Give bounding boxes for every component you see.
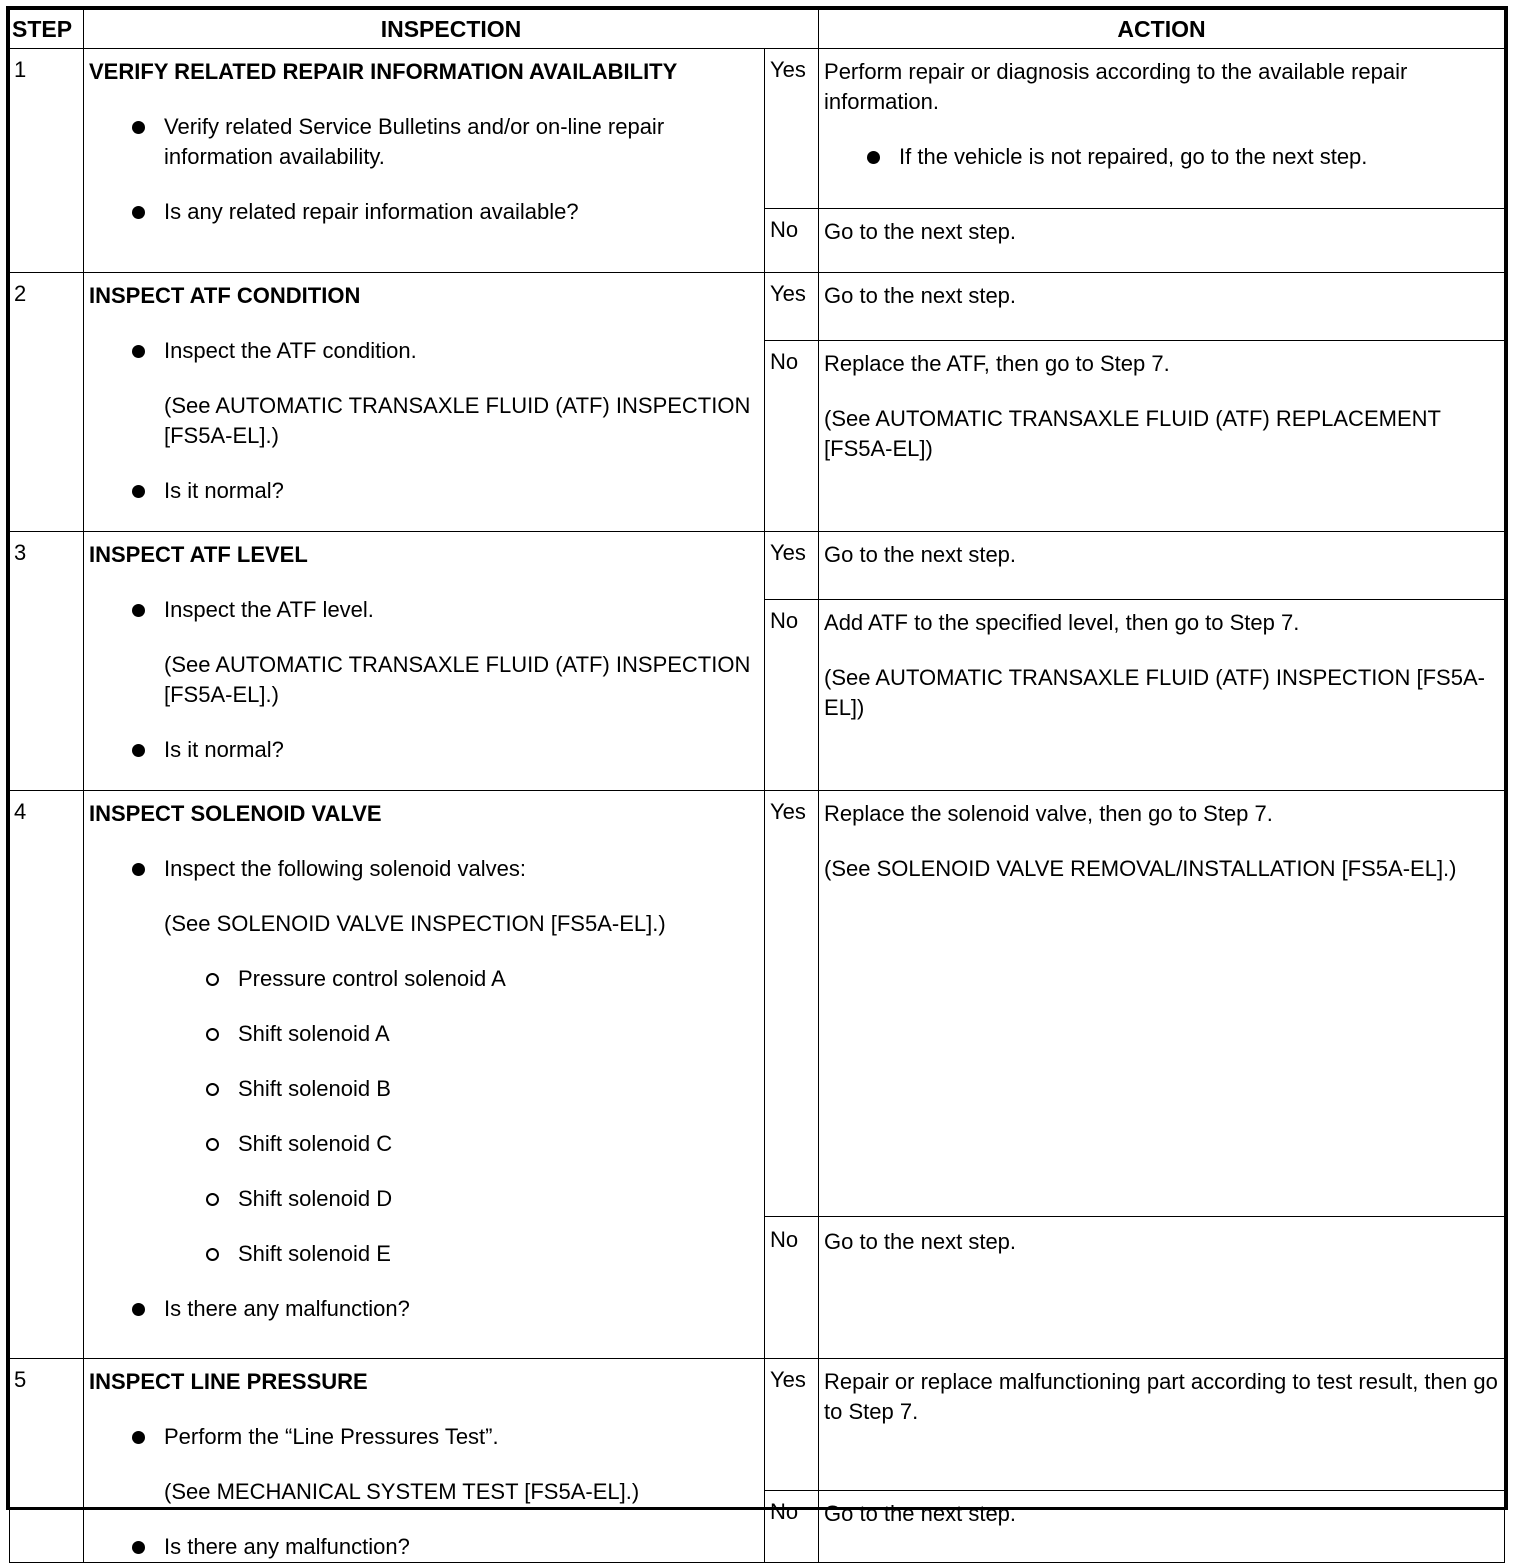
question-text: Is it normal? bbox=[164, 478, 284, 503]
inspection-cell bbox=[84, 532, 765, 791]
sub-bullet-item bbox=[89, 1019, 758, 1049]
header-step: STEP bbox=[10, 10, 84, 49]
action-text: Replace the ATF, then go to Step 7. bbox=[824, 351, 1170, 377]
question-text: Is it normal? bbox=[164, 737, 284, 762]
bullet-text: If the vehicle is not repaired, go to the next step. bbox=[899, 144, 1368, 169]
inspection-cell bbox=[84, 49, 765, 273]
bullet-icon bbox=[132, 121, 145, 134]
step-title: VERIFY RELATED REPAIR INFORMATION AVAILABILITY bbox=[89, 59, 678, 84]
sub-bullet-item bbox=[89, 1239, 758, 1269]
bullet-icon bbox=[132, 206, 145, 219]
yes-label: Yes bbox=[765, 273, 819, 341]
table-row bbox=[10, 273, 1505, 341]
question-text: Is any related repair information available? bbox=[164, 199, 579, 224]
table-row bbox=[10, 791, 1505, 1217]
reference-text: (See SOLENOID VALVE INSPECTION [FS5A-EL].) bbox=[164, 911, 666, 936]
question-text: Is there any malfunction? bbox=[164, 1534, 410, 1559]
inspection-cell bbox=[84, 1359, 765, 1563]
no-label: No bbox=[765, 600, 819, 791]
header-action: ACTION bbox=[819, 10, 1505, 49]
bullet-text: Inspect the following solenoid valves: bbox=[164, 856, 526, 881]
action-text: Replace the solenoid valve, then go to Step 7. bbox=[824, 801, 1273, 826]
action-text: Go to the next step. bbox=[824, 219, 1017, 244]
sub-bullet-icon bbox=[206, 1193, 219, 1206]
bullet-icon bbox=[867, 151, 880, 164]
table-row bbox=[10, 532, 1505, 600]
bullet-icon bbox=[132, 345, 145, 358]
bullet-icon bbox=[132, 1303, 145, 1316]
bullet-text: Inspect the ATF condition. bbox=[164, 338, 417, 363]
yes-label: Yes bbox=[765, 49, 819, 209]
reference-text: (See SOLENOID VALVE REMOVAL/INSTALLATION [FS5A-EL].) bbox=[824, 856, 1457, 881]
no-action bbox=[819, 341, 1505, 532]
yes-label: Yes bbox=[765, 791, 819, 1217]
yes-action bbox=[819, 49, 1505, 209]
no-action bbox=[819, 1491, 1505, 1563]
step-title: INSPECT LINE PRESSURE bbox=[89, 1369, 368, 1394]
sub-bullet-text: Shift solenoid D bbox=[238, 1186, 393, 1211]
bullet-text: Inspect the ATF level. bbox=[164, 597, 374, 622]
yes-action bbox=[819, 273, 1505, 341]
question-text: Is there any malfunction? bbox=[164, 1296, 410, 1321]
sub-bullet-item bbox=[89, 1184, 758, 1214]
no-label: No bbox=[765, 1217, 819, 1359]
bullet-icon bbox=[132, 604, 145, 617]
no-label: No bbox=[765, 1491, 819, 1563]
sub-bullet-icon bbox=[206, 1028, 219, 1041]
no-action bbox=[819, 1217, 1505, 1359]
bullet-item bbox=[89, 197, 758, 227]
sub-bullet-icon bbox=[206, 1083, 219, 1096]
bullet-item bbox=[89, 735, 758, 765]
action-text: Add ATF to the specified level, then go to Step 7. bbox=[824, 610, 1300, 636]
reference-text: (See AUTOMATIC TRANSAXLE FLUID (ATF) INSPECTION [FS5A-EL].) bbox=[164, 393, 751, 448]
step-number: 1 bbox=[10, 49, 84, 273]
bullet-item bbox=[89, 1422, 758, 1452]
sub-bullet-text: Shift solenoid A bbox=[238, 1021, 390, 1046]
sub-bullet-icon bbox=[206, 1248, 219, 1261]
bullet-icon bbox=[132, 1541, 145, 1554]
sub-bullet-text: Pressure control solenoid A bbox=[238, 966, 506, 991]
reference-text: (See AUTOMATIC TRANSAXLE FLUID (ATF) REPLACEMENT [FS5A-EL]) bbox=[824, 406, 1441, 462]
step-number: 4 bbox=[10, 791, 84, 1359]
bullet-icon bbox=[132, 744, 145, 757]
bullet-item bbox=[89, 854, 758, 884]
sub-bullet-icon bbox=[206, 973, 219, 986]
action-text: Go to the next step. bbox=[824, 283, 1017, 308]
no-action bbox=[819, 209, 1505, 273]
bullet-item bbox=[89, 595, 758, 625]
sub-bullet-item bbox=[89, 1129, 758, 1159]
step-title: INSPECT SOLENOID VALVE bbox=[89, 801, 382, 826]
inspection-cell bbox=[84, 273, 765, 532]
header-inspection: INSPECTION bbox=[84, 10, 819, 49]
sub-bullet-text: Shift solenoid E bbox=[238, 1241, 391, 1266]
inspection-cell bbox=[84, 791, 765, 1359]
bullet-icon bbox=[132, 863, 145, 876]
yes-action bbox=[819, 791, 1505, 1217]
yes-action bbox=[819, 1359, 1505, 1491]
step-number: 2 bbox=[10, 273, 84, 532]
reference-text: (See AUTOMATIC TRANSAXLE FLUID (ATF) INSPECTION [FS5A-EL].) bbox=[164, 652, 751, 707]
bullet-icon bbox=[132, 1431, 145, 1444]
reference-text: (See AUTOMATIC TRANSAXLE FLUID (ATF) INSPECTION [FS5A-EL]) bbox=[824, 665, 1485, 721]
step-number: 5 bbox=[10, 1359, 84, 1563]
table-row bbox=[10, 1359, 1505, 1491]
bullet-item bbox=[89, 336, 758, 366]
no-label: No bbox=[765, 209, 819, 273]
action-text: Go to the next step. bbox=[824, 1229, 1017, 1254]
sub-bullet-item bbox=[89, 1074, 758, 1104]
action-text: Go to the next step. bbox=[824, 1501, 1017, 1526]
no-label: No bbox=[765, 341, 819, 532]
step-title: INSPECT ATF LEVEL bbox=[89, 542, 308, 567]
bullet-item bbox=[89, 1532, 758, 1562]
sub-bullet-text: Shift solenoid C bbox=[238, 1131, 393, 1156]
bullet-item bbox=[89, 476, 758, 506]
bullet-text: Perform the “Line Pressures Test”. bbox=[164, 1424, 499, 1449]
table-header-row bbox=[10, 10, 1505, 49]
yes-action bbox=[819, 532, 1505, 600]
bullet-text: Verify related Service Bulletins and/or on-line repair information availability. bbox=[164, 114, 665, 169]
bullet-item bbox=[89, 112, 758, 172]
table-row bbox=[10, 49, 1505, 209]
yes-label: Yes bbox=[765, 1359, 819, 1491]
step-title: INSPECT ATF CONDITION bbox=[89, 283, 361, 308]
reference-text: (See MECHANICAL SYSTEM TEST [FS5A-EL].) bbox=[164, 1479, 640, 1504]
diagnostic-procedure-table bbox=[6, 6, 1508, 1559]
bullet-item bbox=[824, 142, 1498, 172]
sub-bullet-text: Shift solenoid B bbox=[238, 1076, 391, 1101]
sub-bullet-item bbox=[89, 964, 758, 994]
procedure-table bbox=[9, 9, 1505, 1563]
step-number: 3 bbox=[10, 532, 84, 791]
action-text: Perform repair or diagnosis according to the available repair information. bbox=[824, 59, 1408, 114]
no-action bbox=[819, 600, 1505, 791]
bullet-icon bbox=[132, 485, 145, 498]
sub-bullet-icon bbox=[206, 1138, 219, 1151]
action-text: Go to the next step. bbox=[824, 542, 1017, 567]
bullet-item bbox=[89, 1294, 758, 1324]
yes-label: Yes bbox=[765, 532, 819, 600]
action-text: Repair or replace malfunctioning part according to test result, then go to Step 7. bbox=[824, 1369, 1498, 1424]
